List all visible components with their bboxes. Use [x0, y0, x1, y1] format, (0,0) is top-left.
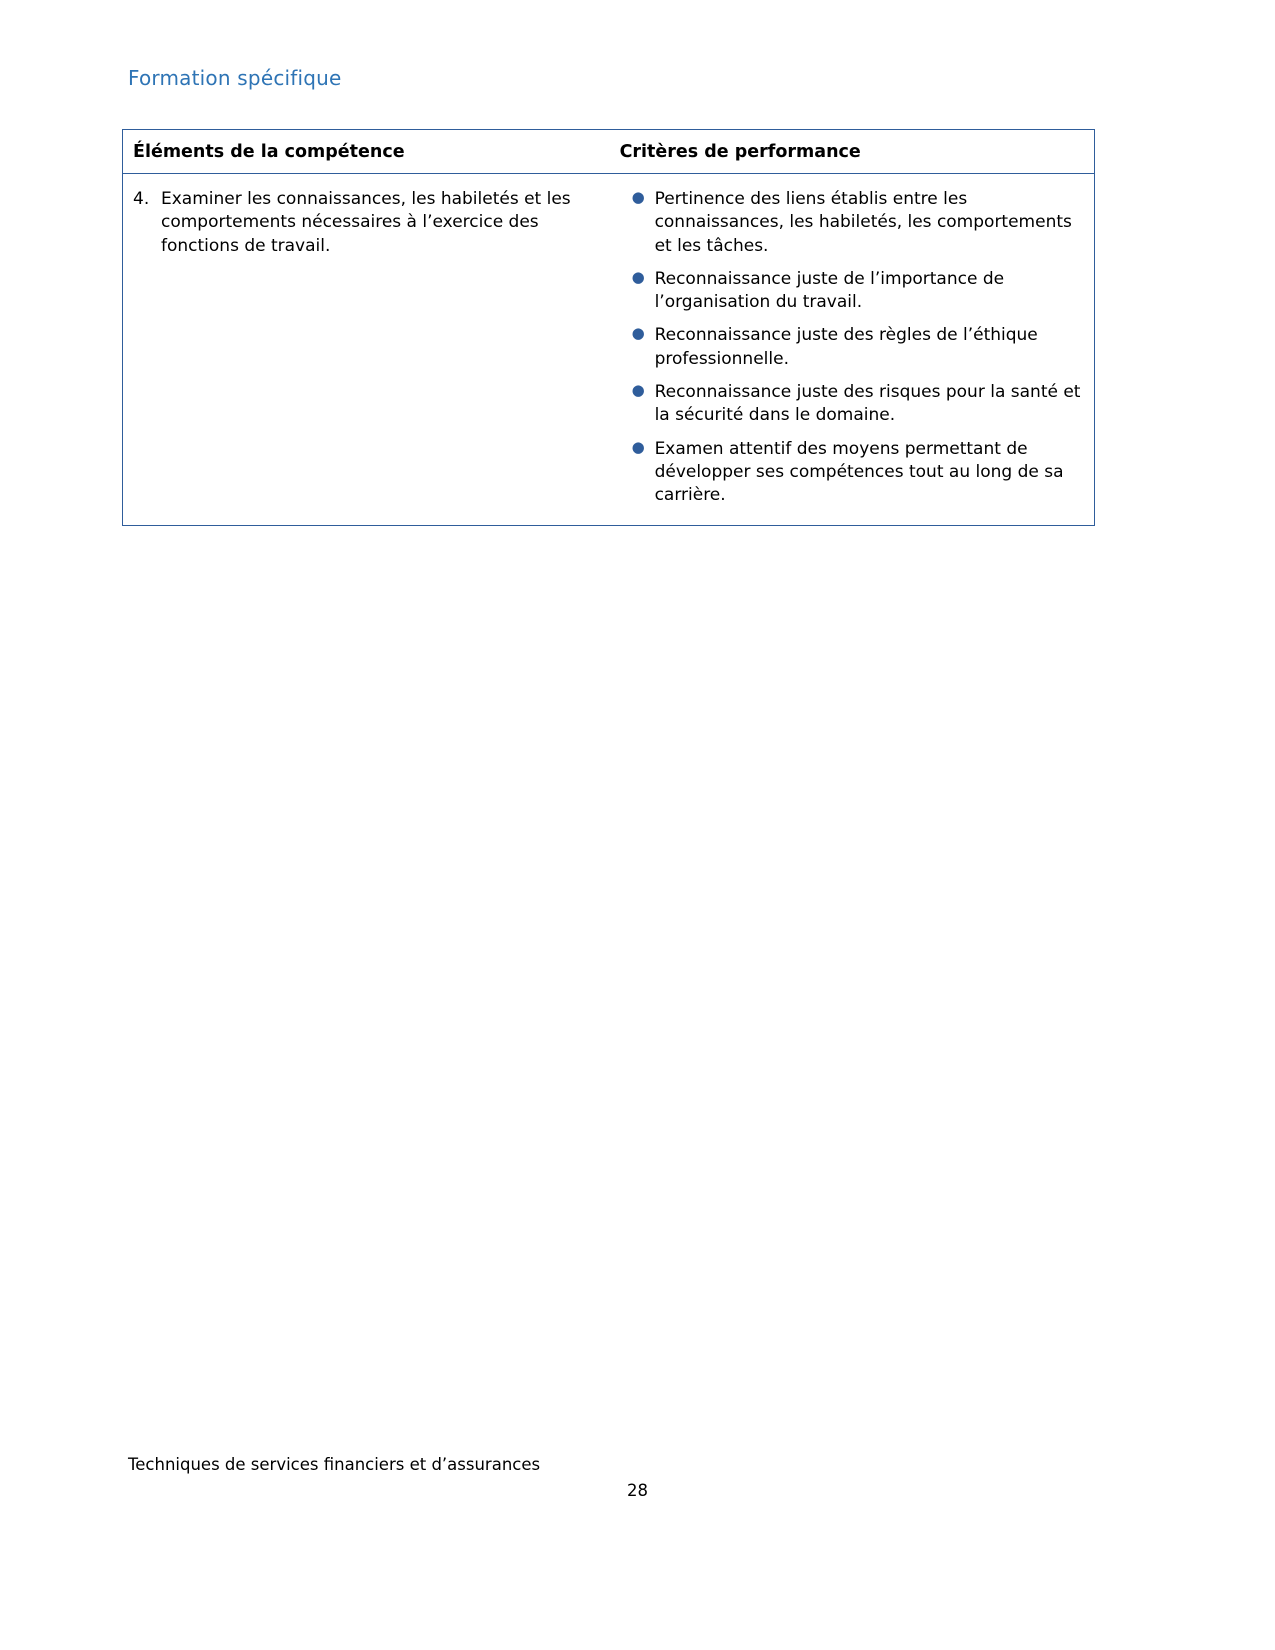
column-header-elements: Éléments de la compétence	[133, 142, 405, 162]
element-text: Examiner les connaissances, les habiletés et les comportements nécessaires à l’exercice des fonctions de travail.	[161, 189, 571, 256]
footer-page-number: 28	[627, 1481, 648, 1500]
bullet-icon: ●	[631, 380, 645, 399]
list-item	[620, 268, 1082, 315]
footer-program-name: Techniques de services financiers et d’assurances	[128, 1455, 541, 1474]
table-header-cell-criteria	[610, 130, 1095, 174]
table-header-cell-elements	[123, 130, 610, 174]
list-item-text: Reconnaissance juste des risques pour la santé et la sécurité dans le domaine.	[654, 381, 1081, 426]
element-item	[133, 188, 598, 258]
competency-table	[122, 129, 1095, 526]
list-item-text: Examen attentif des moyens permettant de développer ses compétences tout au long de sa carrière.	[654, 438, 1064, 506]
bullet-icon: ●	[631, 437, 645, 456]
list-item-text: Reconnaissance juste des règles de l’éthique professionnelle.	[654, 325, 1038, 369]
list-item-text: Reconnaissance juste de l’importance de l’organisation du travail.	[654, 268, 1005, 313]
list-item	[620, 381, 1082, 428]
bullet-icon: ●	[631, 324, 645, 343]
bullet-icon: ●	[631, 267, 645, 286]
table-header-row	[123, 130, 1095, 174]
list-item	[620, 188, 1082, 258]
bullet-icon: ●	[631, 188, 645, 206]
list-item-text: Pertinence des liens établis entre les connaissances, les habiletés, les comportements et les tâches.	[654, 189, 1072, 256]
element-number: 4.	[133, 189, 150, 209]
list-item	[620, 324, 1082, 371]
criteria-list	[620, 188, 1082, 507]
column-header-criteria: Critères de performance	[619, 142, 861, 162]
list-item	[620, 438, 1082, 508]
table-cell-criteria	[610, 174, 1095, 526]
page-header-title: Formation spécifique	[128, 66, 342, 90]
table-cell-elements	[123, 174, 610, 526]
table-body-row	[123, 174, 1095, 526]
